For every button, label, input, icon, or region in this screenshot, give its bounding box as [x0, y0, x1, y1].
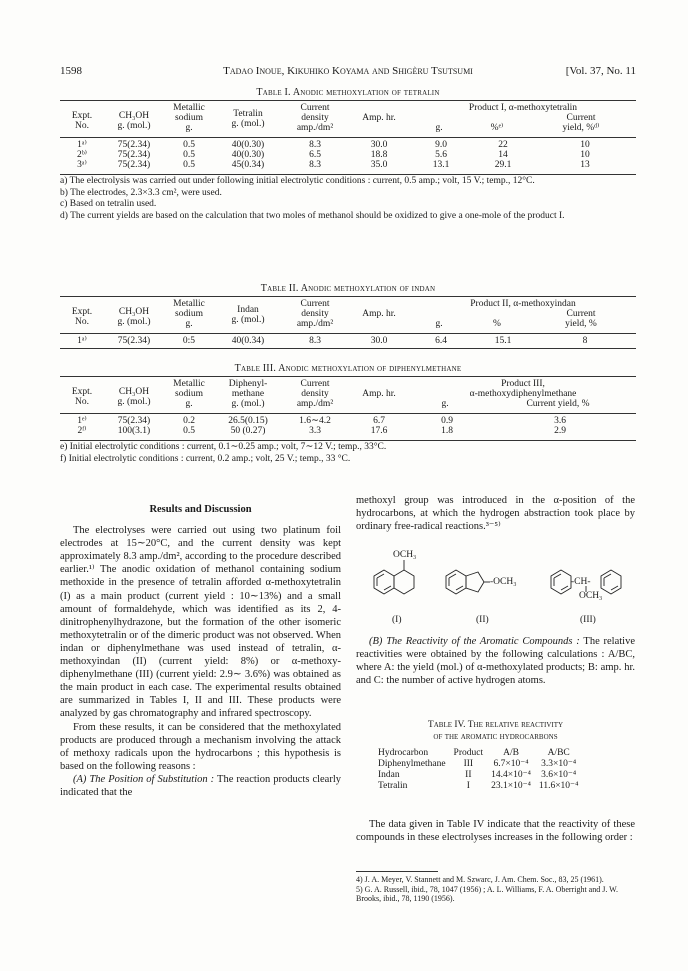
table3-cell: 17.6: [370, 426, 388, 436]
table3-cell: 1.8: [441, 426, 453, 436]
table1-cell: 13: [580, 160, 590, 170]
label-ii: (II): [476, 615, 489, 625]
right-paragraph-3: The data given in Table IV indicate that the reactivity of these compounds in these electrolyses increases in the following order :: [356, 819, 635, 844]
table2-top-rule: [60, 296, 636, 297]
th-expt: Expt. No.: [71, 387, 93, 407]
table1-row: [60, 160, 636, 170]
table1-cell: 2ᵇ⁾: [76, 150, 88, 160]
th-ch3oh: CH₃OH g. (mol.): [117, 307, 151, 327]
table2-bottom-rule: [60, 348, 636, 349]
table1-cell: 0.5: [183, 140, 195, 150]
table4-caption: Table IV. The relative reactivity of the aromatic hydrocarbons: [427, 720, 564, 742]
right-paragraph-2: (B) The Reactivity of the Aromatic Compounds : The relative reactivities were obtained by the following calculations : A/BC, where A: the yield (mol.) of α-methoxylated products; B: amp. hr. and C: the number of active hydrogen atoms.: [356, 636, 635, 687]
th-metallic: Metallic sodium g.: [173, 379, 205, 409]
th-expt: Expt. No.: [71, 111, 93, 131]
table3-cell: 0.2: [183, 416, 195, 426]
th-current: Current density amp./dm²: [296, 103, 334, 133]
struct-i-substituent: OCH₃: [393, 550, 417, 560]
subsection-b-heading: (B) The Reactivity of the Aromatic Compounds :: [369, 636, 580, 647]
footnote-4: 4) J. A. Meyer, V. Stannett and M. Szwarc, J. Am. Chem. Soc., 83, 25 (1961).: [356, 875, 604, 884]
th-amp-hr: Amp. hr.: [362, 309, 396, 319]
th-reagent: Diphenyl- methane g. (mol.): [228, 379, 268, 409]
table1-cell: 14: [498, 150, 508, 160]
table1-cell: 3ᵃ⁾: [77, 160, 87, 170]
table1-cell: 22: [498, 140, 508, 150]
th-amp-hr: Amp. hr.: [362, 113, 396, 123]
table1-cell: 0.5: [183, 150, 195, 160]
table2-caption: Table II. Anodic methoxylation of indan: [260, 283, 436, 294]
table3-cell: 2ᶠ⁾: [77, 426, 87, 436]
right-column-2: [356, 635, 635, 687]
table2-cell: 6.4: [435, 336, 447, 346]
table2-cell: 8.3: [309, 336, 321, 346]
table3: [60, 379, 636, 409]
table4-cell: Product: [453, 748, 484, 758]
table1-cell: 75(2.34): [117, 150, 151, 160]
table3-top-rule: [60, 376, 636, 377]
th-current-yield: Current yield, %ᵈ⁾: [562, 113, 600, 133]
table2-body: [60, 336, 636, 346]
table1-cell: 10: [580, 150, 590, 160]
th-reagent: Indan g. (mol.): [231, 305, 265, 325]
struct-ii-substituent: -OCH₃: [490, 577, 517, 587]
table4-row: [374, 759, 582, 770]
table4-header-row: [374, 748, 582, 759]
table2-cell: 40(0.34): [231, 336, 265, 346]
th-metallic: Metallic sodium g.: [173, 299, 205, 329]
table1-cell: 75(2.34): [117, 140, 151, 150]
struct-iii-substituent: OCH₃: [579, 591, 603, 601]
table1-cell: 5.6: [435, 150, 447, 160]
th-current: Current density amp./dm²: [296, 299, 334, 329]
th-product: Product II, α-methoxyindan: [470, 299, 576, 309]
paragraph-2: From these results, it can be considered that the methoxylated products are produced through a mechanism involving the attack of methoxy radicals upon the hydrocarbons ; this hypothesis is based on the following reasons :: [60, 721, 341, 772]
table4-cell: Tetralin: [378, 781, 408, 791]
th-current: Current density amp./dm²: [296, 379, 334, 409]
table3-mid-rule: [60, 413, 636, 414]
table3-notes: [60, 442, 636, 465]
table2-cell: 0:5: [182, 336, 196, 346]
table3-cell: 6.7: [373, 416, 385, 426]
table3-row: [60, 416, 636, 426]
table3-note-f: f) Initial electrolytic conditions : current, 0.2 amp.; volt, 25 V.; temp., 33 °C.: [60, 453, 351, 464]
table1-note-c: c) Based on tetralin used.: [60, 199, 157, 209]
table4-cell: 14.4×10⁻⁴: [491, 770, 531, 780]
th-ch3oh: CH₃OH g. (mol.): [117, 111, 151, 131]
table3-note-e: e) Initial electrolytic conditions : current, 0.1∼0.25 amp.; volt, 7∼12 V.; temp., 33°C.: [60, 442, 387, 452]
table4-cell: 3.3×10⁻⁴: [541, 759, 577, 769]
table1-cell: 6.5: [309, 150, 321, 160]
table3-cell: 100(3.1): [117, 426, 151, 436]
footnote-rule: [356, 871, 438, 872]
table1-cell: 40(0.30): [231, 140, 265, 150]
table1-header-row: [60, 103, 636, 133]
table4-cell: 6.7×10⁻⁴: [493, 759, 529, 769]
section-heading: Results and Discussion: [149, 504, 252, 515]
table2-mid-rule: [60, 333, 636, 334]
table1-note-b: b) The electrodes, 2.3×3.3 cm², were used.: [60, 187, 222, 198]
th-pct: %: [493, 319, 501, 329]
table4-cell: A/B: [503, 748, 519, 758]
table2-cell: 30.0: [370, 336, 388, 346]
table1-cell: 9.0: [435, 140, 447, 150]
table4-cell: A/BC: [547, 748, 570, 758]
table4-cell: 23.1×10⁻⁴: [491, 781, 531, 791]
table3-caption: Table III. Anodic methoxylation of diphenylmethane: [234, 363, 462, 374]
paragraph-3: (A) The Position of Substitution : The reaction products clearly indicated that the: [60, 773, 342, 798]
table3-row: [60, 426, 636, 436]
volume-info: [Vol. 37, No. 11: [565, 65, 636, 77]
table4-cell: 3.6×10⁻⁴: [541, 770, 577, 780]
table2-row: [60, 336, 636, 346]
table4-row: [374, 781, 582, 792]
table1-cell: 8.3: [309, 160, 321, 170]
th-reagent: Tetralin g. (mol.): [231, 109, 265, 129]
table1-cell: 10: [580, 140, 590, 150]
table3-cell: 75(2.34): [117, 416, 151, 426]
table1-cell: 30.0: [370, 140, 388, 150]
running-header: [60, 65, 636, 81]
table1-cell: 75(2.34): [117, 160, 151, 170]
table1-cell: 45(0.34): [231, 160, 265, 170]
table4: [374, 748, 582, 792]
table1-bottom-rule: [60, 174, 636, 175]
label-iii: (III): [580, 615, 596, 625]
table2-cell: 1ᵃ⁾: [77, 336, 87, 346]
table2-cell: 15.1: [494, 336, 512, 346]
tetralin-structure-icon: [374, 560, 414, 594]
table1-top-rule: [60, 100, 636, 101]
table3-cell: 26.5(0.15): [228, 416, 268, 426]
table1-cell: 40(0.30): [231, 150, 265, 160]
table1-body: [60, 140, 636, 170]
table1-cell: 18.8: [370, 150, 388, 160]
th-pct: %ᵉ⁾: [490, 123, 504, 133]
table1-row: [60, 150, 636, 160]
th-product: Product III, α-methoxydiphenylmethane: [469, 379, 577, 399]
th-expt: Expt. No.: [71, 307, 93, 327]
table3-cell: 50 (0.27): [230, 426, 266, 436]
table2-header-row: [60, 299, 636, 329]
th-g: g.: [441, 399, 449, 409]
table3-header-row: [60, 379, 636, 409]
right-paragraph-1: methoxyl group was introduced in the α-position of the hydrocarbons, at which the hydrogen abstraction took place by ordinary free-radical reactions.³⁻⁵⁾: [356, 495, 635, 533]
table1-cell: 35.0: [370, 160, 388, 170]
table4-cell: 11.6×10⁻⁴: [538, 781, 579, 791]
page-number: 1598: [60, 65, 82, 77]
table1-row: [60, 140, 636, 150]
th-current-yield: Current yield, %: [565, 309, 597, 329]
table4-cell: Diphenylmethane: [378, 759, 446, 769]
th-g: g.: [435, 123, 443, 133]
table2: [60, 299, 636, 329]
table1-caption: Table I. Anodic methoxylation of tetralin: [256, 87, 440, 98]
table3-cell: 1ᵉ⁾: [77, 416, 87, 426]
authors: Tadao Inoue, Kikuhiko Koyama and Shigèru Tsutsumi: [223, 65, 473, 77]
footnote-5: 5) G. A. Russell, ibid., 78, 1047 (1956) ; A. L. Williams, F. A. Oberright and J. W. Brooks, ibid., 78, 1190 (1956).: [356, 884, 618, 903]
left-column: [60, 503, 341, 799]
table4-cell: II: [465, 770, 472, 780]
th-current-yield: Current yield, %: [526, 399, 590, 409]
right-column: [356, 494, 635, 533]
table3-cell: 3.6: [554, 416, 566, 426]
table1-note-a: a) The electrolysis was carried out under following initial electrolytic conditions : current, 0.5 amp.; volt, 15 V.; temp., 12°C.: [60, 176, 535, 186]
table1-cell: 29.1: [494, 160, 512, 170]
indan-structure-icon: [446, 570, 490, 594]
subsection-a-heading: (A) The Position of Substitution :: [73, 773, 215, 785]
table1-cell: 1ᵃ⁾: [77, 140, 87, 150]
table3-cell: 0.9: [441, 416, 453, 426]
table4-cell: I: [466, 781, 470, 791]
table3-cell: 0.5: [183, 426, 195, 436]
table1-cell: 0.5: [183, 160, 195, 170]
table1: [60, 103, 636, 133]
table2-cell: 75(2.34): [117, 336, 151, 346]
table3-cell: 3.3: [309, 426, 321, 436]
th-amp-hr: Amp. hr.: [362, 389, 396, 399]
table3-cell: 1.6∼4.2: [299, 416, 331, 426]
th-product: Product I, α-methoxytetralin: [468, 103, 578, 113]
table4-row: [374, 770, 582, 781]
th-g: g.: [435, 319, 443, 329]
label-i: (I): [392, 615, 402, 625]
table1-notes: [60, 176, 636, 222]
table2-cell: 8: [582, 336, 588, 346]
th-product-group: [410, 299, 636, 329]
table1-cell: 13.1: [432, 160, 450, 170]
paragraph-1: The electrolyses were carried out using two platinum foil electrodes at 15∼20°C, and the current density was kept approximately 8.3 amp./dm², according to the procedure described earlier.¹⁾ The anodic oxidation of methanol containing sodium methoxide in the presence of tetralin afforded α-methoxytetralin (I) as a main product (current yield : 10∼13%) and a small amount of formaldehyde, which was identified as its 2, 4-dinitrophenylhydrazone, but the formation of the other isomeric methoxytetralin or of the dimeric product was not observed. When indan or diphenylmethane was used instead of tetralin, α-methoxyindan (II) (current yield: 8%) or α-methoxy-diphenylmethane (III) (current yield: 2.9∼ 3.6%) was obtained as the main product in each case. The experimental results obtained are summarized in Tables I, II and III. These products were analyzed by gas chromatography and infrared spectroscopy.: [60, 525, 341, 720]
th-product-group: [410, 103, 636, 133]
right-column-3: [356, 818, 635, 844]
table3-cell: 2.9: [554, 426, 566, 436]
th-product-group: [410, 379, 636, 409]
table4-cell: Indan: [378, 770, 400, 780]
table1-mid-rule: [60, 137, 636, 138]
footnotes: [356, 875, 635, 904]
table1-note-d: d) The current yields are based on the calculation that two moles of methanol should be oxidized to give a one-mole of the product I.: [60, 210, 565, 221]
th-ch3oh: CH₃OH g. (mol.): [117, 387, 151, 407]
table3-body: [60, 416, 636, 436]
struct-iii-ch: -CH-: [571, 577, 591, 587]
table4-cell: III: [463, 759, 474, 769]
table4-cell: Hydrocarbon: [378, 748, 429, 758]
table1-cell: 8.3: [309, 140, 321, 150]
table3-bottom-rule: [60, 440, 636, 441]
th-metallic: Metallic sodium g.: [173, 103, 205, 133]
